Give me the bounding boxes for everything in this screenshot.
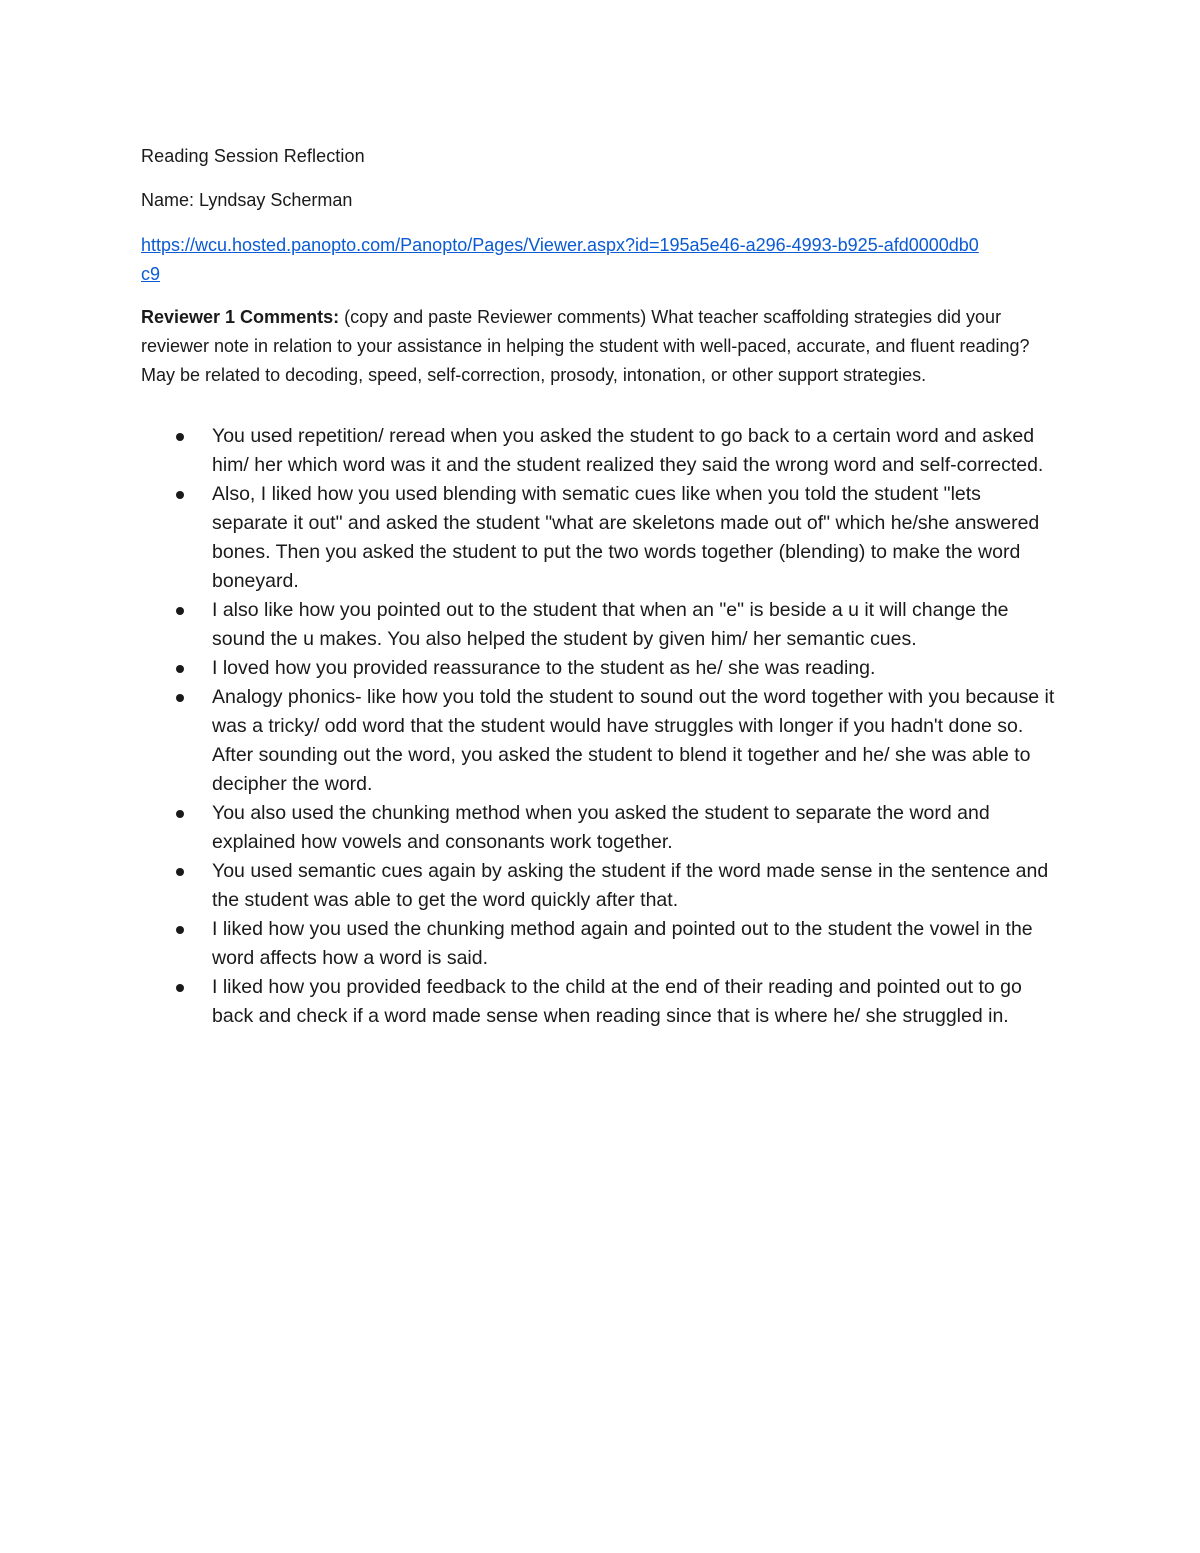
document-title: Reading Session Reflection <box>141 146 365 166</box>
reviewer-prompt-text: (copy and paste Reviewer comments) What teacher scaffolding strategies did your reviewer note in relation to your assistance in helping the student with well-paced, accurate, and fluent reading? May be related to decoding, speed, self-correction, prosody, intonation, or other support strategies. <box>141 307 1030 385</box>
list-item <box>141 422 1062 480</box>
comment-text: Also, I liked how you used blending with sematic cues like when you told the student "lets separate it out" and asked the student "what are skeletons made out of" which he/she answered bones. Then you asked the student to put the two words together (blending) to make the word boneyard. <box>212 483 1040 592</box>
comment-text: You also used the chunking method when you asked the student to separate the word and explained how vowels and consonants work together. <box>212 802 990 853</box>
comment-text: I also like how you pointed out to the student that when an "e" is beside a u it will change the sound the u makes. You also helped the student by given him/ her semantic cues. <box>212 599 1009 650</box>
list-item <box>141 799 1062 857</box>
bullet-icon <box>176 607 184 615</box>
student-name-line: Name: Lyndsay Scherman <box>141 190 353 210</box>
list-item <box>141 857 1062 915</box>
bullet-icon <box>176 491 184 499</box>
comment-text: Analogy phonics- like how you told the student to sound out the word together with you because it was a tricky/ odd word that the student would have struggles with longer if you hadn't done so. After sounding out the word, you asked the student to blend it together and he/ she was able to decipher the word. <box>212 686 1055 795</box>
list-item <box>141 654 1062 683</box>
document-page <box>141 143 1066 1031</box>
list-item <box>141 973 1062 1031</box>
bullet-icon <box>176 984 184 992</box>
list-item <box>141 480 1062 596</box>
comment-text: You used semantic cues again by asking the student if the word made sense in the sentence and the student was able to get the word quickly after that. <box>212 860 1049 911</box>
bullet-icon <box>176 665 184 673</box>
comment-text: I liked how you used the chunking method again and pointed out to the student the vowel in the word affects how a word is said. <box>212 918 1033 969</box>
comment-text: I loved how you provided reassurance to the student as he/ she was reading. <box>212 657 876 679</box>
comment-text: You used repetition/ reread when you asked the student to go back to a certain word and asked him/ her which word was it and the student realized they said the wrong word and self-corrected. <box>212 425 1044 476</box>
bullet-icon <box>176 694 184 702</box>
reviewer-comments-list <box>141 422 1066 1031</box>
list-item <box>141 596 1062 654</box>
comment-text: I liked how you provided feedback to the child at the end of their reading and pointed out to go back and check if a word made sense when reading since that is where he/ she struggled in. <box>212 976 1022 1027</box>
reviewer-prompt <box>141 303 1061 390</box>
bullet-icon <box>176 433 184 441</box>
reviewer-label: Reviewer 1 Comments: <box>141 307 340 327</box>
list-item <box>141 915 1062 973</box>
list-item <box>141 683 1062 799</box>
bullet-icon <box>176 926 184 934</box>
bullet-icon <box>176 868 184 876</box>
video-link[interactable]: https://wcu.hosted.panopto.com/Panopto/Pages/Viewer.aspx?id=195a5e46-a296-4993-b925-afd0000db0c9 <box>141 235 979 284</box>
bullet-icon <box>176 810 184 818</box>
